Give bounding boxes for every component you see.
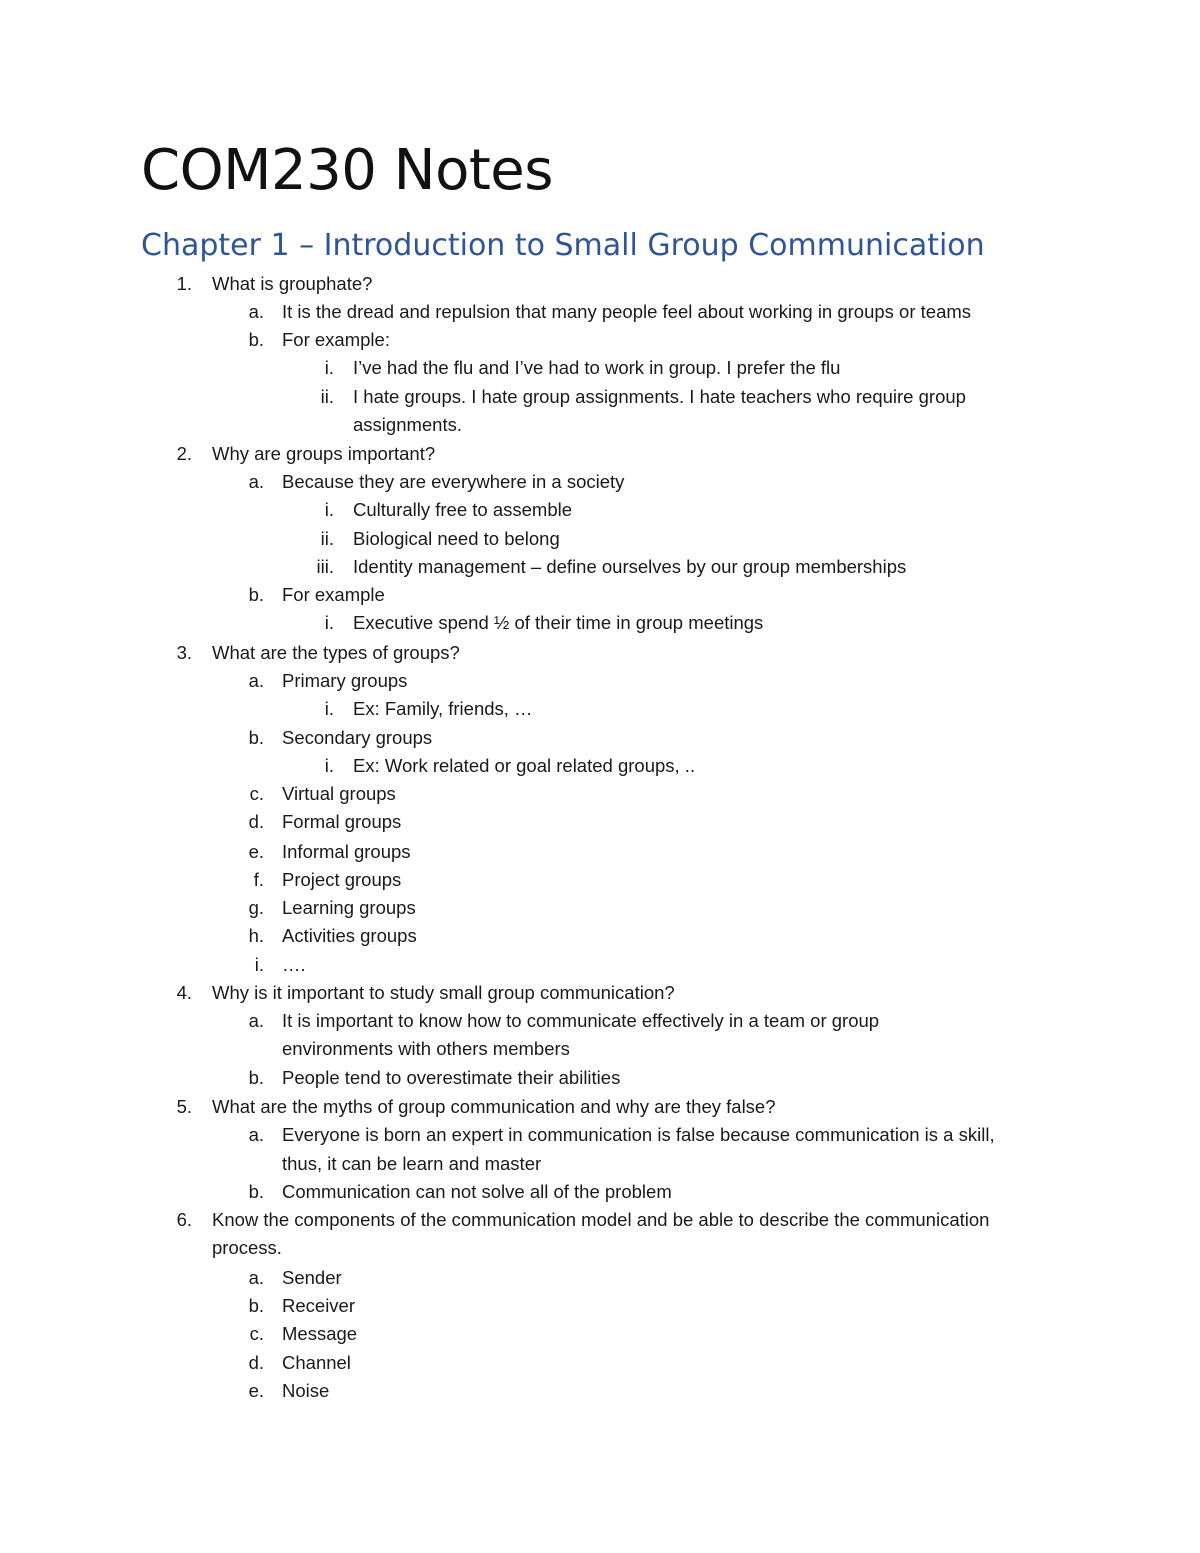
list-marker: 2.	[176, 443, 192, 464]
list-item-text: People tend to overestimate their abilities	[282, 1067, 621, 1088]
list-marker: i.	[324, 698, 334, 719]
list-marker: i.	[324, 499, 334, 520]
list-marker: e.	[248, 841, 264, 862]
list-item-text: Project groups	[282, 869, 402, 890]
list-marker: i.	[324, 755, 334, 776]
list-marker: b.	[248, 1295, 264, 1316]
list-item-text: Everyone is born an expert in communication is false because communication is a skill,	[282, 1124, 995, 1145]
list-marker: b.	[248, 727, 264, 748]
list-item-text: Sender	[282, 1267, 342, 1288]
list-marker: f.	[253, 869, 264, 890]
list-marker: 3.	[176, 642, 192, 663]
list-marker: a.	[248, 471, 264, 492]
list-item-text: It is important to know how to communicate effectively in a team or group	[282, 1010, 880, 1031]
list-marker: b.	[248, 1067, 264, 1088]
list-marker: i.	[324, 612, 334, 633]
list-item-text: Why are groups important?	[212, 443, 436, 464]
list-item-text: process.	[212, 1237, 282, 1258]
list-marker: b.	[248, 1181, 264, 1202]
list-item-text: Receiver	[282, 1295, 355, 1316]
list-item-text: What is grouphate?	[212, 273, 373, 294]
list-marker: a.	[248, 301, 264, 322]
list-marker: a.	[248, 1267, 264, 1288]
list-item-text: Know the components of the communication model and be able to describe the communication	[212, 1209, 990, 1230]
list-item-text: What are the myths of group communication and why are they false?	[212, 1096, 776, 1117]
list-item-text: Noise	[282, 1380, 330, 1401]
list-item-text: Informal groups	[282, 841, 411, 862]
list-marker: e.	[248, 1380, 264, 1401]
list-item-text: Ex: Family, friends, …	[353, 698, 533, 719]
list-marker: a.	[248, 670, 264, 691]
list-item-text: It is the dread and repulsion that many people feel about working in groups or teams	[282, 301, 972, 322]
list-marker: 1.	[176, 273, 192, 294]
document-title: COM230 Notes	[141, 138, 553, 203]
list-item-text: ….	[282, 954, 306, 975]
list-marker: d.	[248, 1352, 264, 1373]
list-item-text: Formal groups	[282, 811, 402, 832]
list-item-text: Because they are everywhere in a society	[282, 471, 625, 492]
list-marker: c.	[249, 783, 264, 804]
list-marker: iii.	[316, 556, 334, 577]
list-item-text: I’ve had the flu and I’ve had to work in group. I prefer the flu	[353, 357, 841, 378]
list-item-text: Identity management – define ourselves by our group memberships	[353, 556, 907, 577]
list-item-text: Channel	[282, 1352, 351, 1373]
list-item-text: What are the types of groups?	[212, 642, 460, 663]
list-item-text: Culturally free to assemble	[353, 499, 573, 520]
list-marker: d.	[248, 811, 264, 832]
list-item-text: For example:	[282, 329, 390, 350]
list-marker: a.	[248, 1010, 264, 1031]
list-marker: i.	[324, 357, 334, 378]
list-marker: b.	[248, 329, 264, 350]
list-item-text: assignments.	[353, 414, 462, 435]
list-item-text: For example	[282, 584, 385, 605]
list-marker: 4.	[176, 982, 192, 1003]
list-item-text: Why is it important to study small group communication?	[212, 982, 675, 1003]
list-item-text: Virtual groups	[282, 783, 396, 804]
list-item-text: Activities groups	[282, 925, 417, 946]
list-marker: ii.	[320, 386, 334, 407]
list-marker: g.	[248, 897, 264, 918]
list-item-text: Secondary groups	[282, 727, 433, 748]
list-item-text: Primary groups	[282, 670, 408, 691]
list-marker: 5.	[176, 1096, 192, 1117]
list-marker: h.	[248, 925, 264, 946]
list-marker: c.	[249, 1323, 264, 1344]
list-item-text: I hate groups. I hate group assignments. I hate teachers who require group	[353, 386, 966, 407]
list-marker: i.	[254, 954, 264, 975]
list-item-text: Biological need to belong	[353, 528, 560, 549]
list-item-text: environments with others members	[282, 1038, 570, 1059]
list-marker: a.	[248, 1124, 264, 1145]
list-item-text: Learning groups	[282, 897, 416, 918]
list-item-text: thus, it can be learn and master	[282, 1153, 542, 1174]
list-item-text: Message	[282, 1323, 358, 1344]
list-marker: ii.	[320, 528, 334, 549]
list-marker: 6.	[176, 1209, 192, 1230]
list-item-text: Executive spend ½ of their time in group meetings	[353, 612, 764, 633]
list-item-text: Communication can not solve all of the problem	[282, 1181, 672, 1202]
list-item-text: Ex: Work related or goal related groups, ..	[353, 755, 696, 776]
chapter-heading: Chapter 1 – Introduction to Small Group Communication	[141, 228, 985, 263]
list-marker: b.	[248, 584, 264, 605]
